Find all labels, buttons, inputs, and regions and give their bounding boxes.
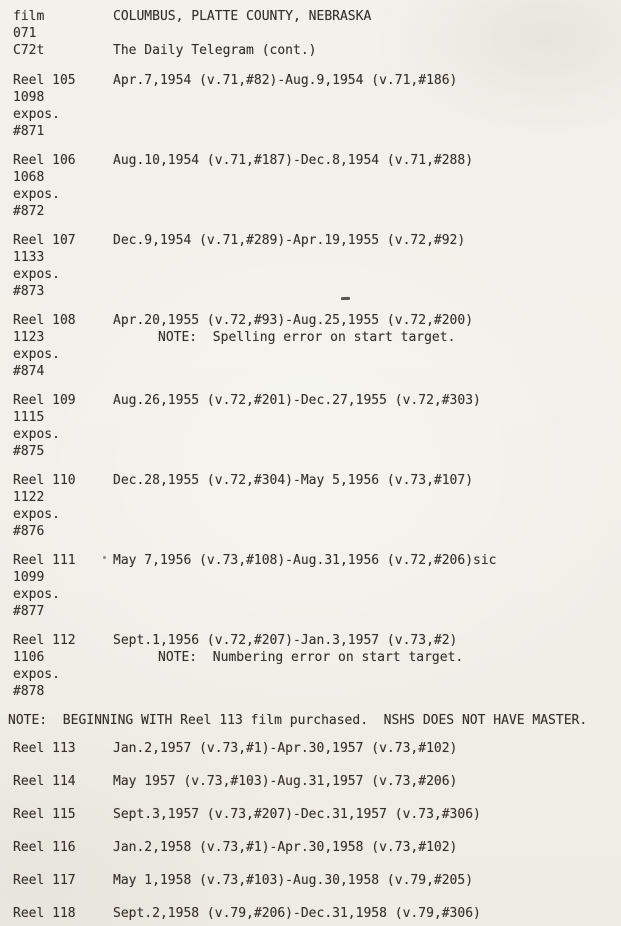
reel-number: Reel 107	[13, 233, 76, 248]
date-range: Sept.1,1956 (v.72,#207)-Jan.3,1957 (v.73,#2)	[113, 633, 458, 648]
reel-number: Reel 117	[13, 873, 76, 888]
blank-line	[113, 25, 613, 42]
date-range: Dec.28,1955 (v.72,#304)-May 5,1956 (v.73,#107)	[113, 473, 474, 488]
reel-number: Reel 111	[13, 553, 76, 568]
location-heading: COLUMBUS, PLATTE COUNTY, NEBRASKA	[113, 9, 372, 24]
reel-entry	[13, 632, 613, 700]
exposure-count: 1099	[13, 570, 45, 585]
exposure-count: 1133	[13, 250, 45, 265]
exposures-label: expos.	[13, 587, 60, 602]
reel-number: Reel 108	[13, 313, 76, 328]
target-number: #873	[13, 284, 45, 299]
target-number: #871	[13, 124, 45, 139]
date-range: May 1957 (v.73,#103)-Aug.31,1957 (v.73,#206)	[113, 774, 458, 789]
date-range: Aug.10,1954 (v.71,#187)-Dec.8,1954 (v.71,#288)	[113, 153, 474, 168]
reel-entry	[13, 392, 613, 460]
reel-entry	[13, 872, 613, 889]
call-number-line: film	[13, 9, 45, 24]
target-number: #878	[13, 684, 45, 699]
exposures-label: expos.	[13, 187, 60, 202]
reel-entry	[13, 806, 613, 823]
reel-number: Reel 114	[13, 774, 76, 789]
reel-number: Reel 112	[13, 633, 76, 648]
reel-number: Reel 105	[13, 73, 76, 88]
date-range: Sept.2,1958 (v.79,#206)-Dec.31,1958 (v.79,#306)	[113, 906, 481, 921]
reel-number: Reel 115	[13, 807, 76, 822]
date-range: Dec.9,1954 (v.71,#289)-Apr.19,1955 (v.72,#92)	[113, 233, 466, 248]
reel-entry-list	[13, 72, 613, 700]
scan-artifact	[103, 556, 106, 559]
date-range: May 7,1956 (v.73,#108)-Aug.31,1956 (v.72,#206)sic	[113, 553, 497, 568]
reel-number: Reel 113	[13, 741, 76, 756]
target-number: #877	[13, 604, 45, 619]
reel-number: Reel 106	[13, 153, 76, 168]
reel-entry	[13, 312, 613, 380]
reel-entry	[13, 72, 613, 140]
reel-entry	[13, 472, 613, 540]
document-header	[13, 8, 613, 59]
exposures-label: expos.	[13, 427, 60, 442]
date-range: Jan.2,1957 (v.73,#1)-Apr.30,1957 (v.73,#102)	[113, 741, 458, 756]
reel-entry	[13, 232, 613, 300]
entry-note: NOTE: Spelling error on start target.	[158, 330, 456, 345]
reel-entry	[13, 773, 613, 790]
exposure-count: 1068	[13, 170, 45, 185]
exposures-label: expos.	[13, 507, 60, 522]
header-text-block	[113, 8, 613, 59]
scan-artifact	[341, 297, 350, 300]
date-range: Sept.3,1957 (v.73,#207)-Dec.31,1957 (v.73,#306)	[113, 807, 481, 822]
target-number: #875	[13, 444, 45, 459]
exposures-label: expos.	[13, 267, 60, 282]
call-number-line: 071	[13, 26, 37, 41]
date-range: Apr.20,1955 (v.72,#93)-Aug.25,1955 (v.72,#200)	[113, 313, 474, 328]
exposure-count: 1123	[13, 330, 45, 345]
date-range: Aug.26,1955 (v.72,#201)-Dec.27,1955 (v.72,#303)	[113, 393, 481, 408]
exposure-count: 1098	[13, 90, 45, 105]
target-number: #876	[13, 524, 45, 539]
purchased-reel-list	[13, 740, 613, 922]
exposure-count: 1122	[13, 490, 45, 505]
reel-number: Reel 116	[13, 840, 76, 855]
target-number: #874	[13, 364, 45, 379]
exposures-label: expos.	[13, 667, 60, 682]
reel-entry	[13, 152, 613, 220]
entry-note: NOTE: Numbering error on start target.	[158, 650, 464, 665]
reel-number: Reel 110	[13, 473, 76, 488]
date-range: May 1,1958 (v.73,#103)-Aug.30,1958 (v.79,#205)	[113, 873, 474, 888]
newspaper-title: The Daily Telegram (cont.)	[113, 43, 317, 58]
date-range: Apr.7,1954 (v.71,#82)-Aug.9,1954 (v.71,#186)	[113, 73, 458, 88]
reel-entry	[13, 740, 613, 757]
exposures-label: expos.	[13, 107, 60, 122]
reel-entry	[13, 839, 613, 856]
exposure-count: 1115	[13, 410, 45, 425]
target-number: #872	[13, 204, 45, 219]
call-number-block	[13, 8, 113, 59]
exposure-count: 1106	[13, 650, 45, 665]
exposures-label: expos.	[13, 347, 60, 362]
reel-entry	[13, 552, 613, 620]
call-number-line: C72t	[13, 43, 45, 58]
reel-number: Reel 109	[13, 393, 76, 408]
date-range: Jan.2,1958 (v.73,#1)-Apr.30,1958 (v.73,#102)	[113, 840, 458, 855]
master-note: NOTE: BEGINNING WITH Reel 113 film purchased. NSHS DOES NOT HAVE MASTER.	[8, 713, 588, 728]
reel-number: Reel 118	[13, 906, 76, 921]
reel-entry	[13, 905, 613, 922]
